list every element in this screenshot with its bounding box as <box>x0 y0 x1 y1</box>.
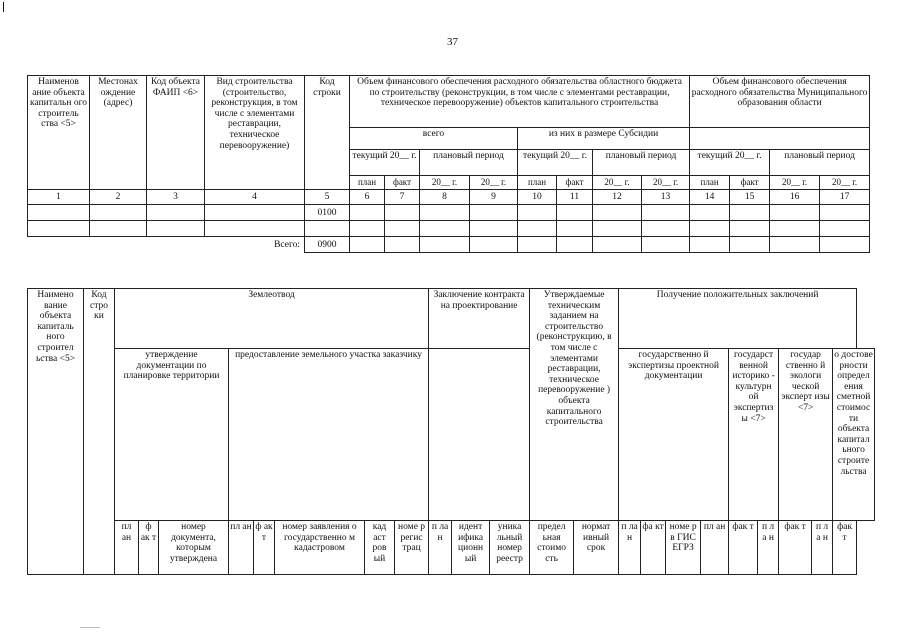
table-cell <box>593 221 642 237</box>
table-cell <box>690 205 730 221</box>
header-construction-type: Вид строительства (строительство, реконструкция, в том числе с элементами реставрации, техническое перевооружение) <box>205 76 305 190</box>
header-total: всего <box>350 128 518 150</box>
header-location: Местонах ождение (адрес) <box>90 76 147 190</box>
table-cell <box>557 237 593 253</box>
column-number: 14 <box>690 190 730 205</box>
sub-header-fact: ф ак т <box>139 521 159 575</box>
table-cell <box>205 205 305 221</box>
column-number-row <box>28 190 870 205</box>
sub-header-identifier: идент ифика ционн ый <box>452 521 490 575</box>
sub-header-plan: пл ан <box>115 521 139 575</box>
table-cell <box>385 237 420 253</box>
sub-header-doc-number: номер документа, которым утверждена <box>159 521 229 575</box>
table-cell <box>770 221 820 237</box>
header-year: 20__ г. <box>593 176 642 190</box>
header-fact: факт <box>557 176 593 190</box>
sub-header-fact: фак т <box>729 521 758 575</box>
header-technical-assignment: Утверждаемые техническим заданием на строительство (реконструкцию, в том числе с элементами реставрации, техническое перевооружение ) объекта капитального строительства <box>530 289 619 521</box>
column-number: 11 <box>557 190 593 205</box>
table-cell <box>420 221 470 237</box>
header-year: 20__ г. <box>420 176 470 190</box>
table-cell <box>90 221 147 237</box>
header-historical-expertise: государст венной историко - культурн ой экспертиз ы <7> <box>729 349 779 521</box>
table-cell <box>770 205 820 221</box>
table-cell <box>730 221 770 237</box>
sub-header-fact: фа кт <box>641 521 666 575</box>
column-number: 17 <box>820 190 870 205</box>
sub-header-gis-number: номе р в ГИС ЕГРЗ <box>666 521 701 575</box>
table-cell <box>518 237 557 253</box>
table-cell <box>385 205 420 221</box>
sub-header-plan: п ла н <box>429 521 452 575</box>
header-current-year: текущий 20__ г. <box>690 150 770 176</box>
column-number: 10 <box>518 190 557 205</box>
header-row-code: Код строки <box>305 76 350 190</box>
table-cell <box>557 221 593 237</box>
table-cell <box>690 221 730 237</box>
column-number: 7 <box>385 190 420 205</box>
sub-header-cadastral: кад аст ров ый <box>365 521 395 575</box>
approvals-table <box>27 288 875 575</box>
page-number: 37 <box>447 36 458 48</box>
table-cell <box>147 205 205 221</box>
table-cell <box>820 237 870 253</box>
header-land-provision: предоставление земельного участка заказчику <box>229 349 429 521</box>
column-number: 12 <box>593 190 642 205</box>
header-regional-budget: Объем финансового обеспечения расходного обязательства областного бюджета по строительству (реконструкции, в том числе с элементами реставрации, техническое перевооружение) объектов капитального строительства <box>350 76 690 128</box>
column-number: 2 <box>90 190 147 205</box>
table-cell <box>305 221 350 237</box>
table-cell <box>420 205 470 221</box>
table-cell <box>470 205 518 221</box>
edge-mark <box>3 2 4 12</box>
table-cell <box>557 205 593 221</box>
table-cell <box>730 205 770 221</box>
column-number: 9 <box>470 190 518 205</box>
table-cell <box>470 237 518 253</box>
table-cell <box>518 205 557 221</box>
header-cost-reliability: о достове рности определ ения сметной стоимос ти объекта капитал ьного строите льства <box>833 349 875 521</box>
row-code: 0100 <box>305 205 350 221</box>
header-plan: план <box>690 176 730 190</box>
sub-header-unique-number: уника льный номер реестр <box>490 521 530 575</box>
table-cell <box>820 205 870 221</box>
table-cell <box>350 237 385 253</box>
header-fact: факт <box>730 176 770 190</box>
table-cell <box>642 221 690 237</box>
header-year: 20__ г. <box>820 176 870 190</box>
column-number: 1 <box>28 190 90 205</box>
table-cell <box>593 205 642 221</box>
column-number: 13 <box>642 190 690 205</box>
sub-header-plan: п ла н <box>619 521 641 575</box>
header-municipal-spacer <box>690 128 870 150</box>
table-cell <box>90 205 147 221</box>
table-cell <box>470 221 518 237</box>
total-row <box>28 237 870 253</box>
scan-mark <box>80 627 100 628</box>
column-number: 8 <box>420 190 470 205</box>
header-year: 20__ г. <box>770 176 820 190</box>
column-number: 3 <box>147 190 205 205</box>
header-contract-spacer <box>429 349 530 521</box>
sub-header-plan: пл ан <box>701 521 729 575</box>
table-cell <box>420 237 470 253</box>
sub-header-norm-term: нормат ивный срок <box>574 521 619 575</box>
header-plan-period: плановый период <box>593 150 690 176</box>
header-row-code: Код стро ки <box>84 289 115 575</box>
header-municipal-budget: Объем финансового обеспечения расходного обязательства Муниципального образования области <box>690 76 870 128</box>
table-cell <box>642 237 690 253</box>
sub-header-fact: фак т <box>779 521 812 575</box>
header-plan-period: плановый период <box>420 150 518 176</box>
sub-header-plan: пл ан <box>229 521 254 575</box>
sub-header-registration-number: номе р регис трац <box>395 521 429 575</box>
table-cell <box>385 221 420 237</box>
sub-header-plan: п л а н <box>812 521 833 575</box>
table-cell <box>770 237 820 253</box>
header-land-allocation: Землеотвод <box>115 289 429 349</box>
header-ecological-expertise: государ ственно й экологи ческой эксперт изы <7> <box>779 349 833 521</box>
header-fact: факт <box>385 176 420 190</box>
header-plan: план <box>350 176 385 190</box>
table-cell <box>350 221 385 237</box>
header-year: 20__ г. <box>470 176 518 190</box>
table-cell <box>28 205 90 221</box>
table-cell <box>518 221 557 237</box>
sub-header-limit-cost: предел ьная стоимо сть <box>530 521 574 575</box>
financing-table <box>27 75 870 253</box>
sub-header-plan: п л а н <box>758 521 779 575</box>
table-cell <box>147 221 205 237</box>
header-plan-period: плановый период <box>770 150 870 176</box>
header-plan: план <box>518 176 557 190</box>
column-number: 5 <box>305 190 350 205</box>
header-object-name: Наимено вание объекта капиталь ного строител ьства <5> <box>28 289 84 575</box>
table-cell <box>730 237 770 253</box>
header-planning-docs: утверждение документации по планировке территории <box>115 349 229 521</box>
sub-header-fact: ф ак т <box>254 521 275 575</box>
column-number: 16 <box>770 190 820 205</box>
table-cell <box>820 221 870 237</box>
total-code: 0900 <box>305 237 350 253</box>
table-cell <box>28 221 90 237</box>
total-label: Всего: <box>28 237 305 253</box>
table-cell <box>642 205 690 221</box>
header-subsidy: из них в размере Субсидии <box>518 128 690 150</box>
sub-header-application-number: номер заявления о государственно м кадастровом <box>275 521 365 575</box>
table-cell <box>690 237 730 253</box>
table-row <box>28 221 870 237</box>
column-number: 15 <box>730 190 770 205</box>
sub-header-fact: фак т <box>833 521 857 575</box>
header-approvals: Получение положительных заключений <box>619 289 857 349</box>
header-faip-code: Код объекта ФАИП <6> <box>147 76 205 190</box>
table-cell <box>593 237 642 253</box>
table-row <box>28 205 870 221</box>
column-number: 6 <box>350 190 385 205</box>
header-current-year: текущий 20__ г. <box>350 150 420 176</box>
header-contract: Заключение контракта на проектирование <box>429 289 530 349</box>
header-object-name: Наименов ание объекта капитальн ого строитель ства <5> <box>28 76 90 190</box>
header-current-year: текущий 20__ г. <box>518 150 593 176</box>
column-number: 4 <box>205 190 305 205</box>
table-cell <box>205 221 305 237</box>
table-cell <box>350 205 385 221</box>
header-state-expertise: государственно й экспертизы проектной документации <box>619 349 729 521</box>
header-year: 20__ г. <box>642 176 690 190</box>
